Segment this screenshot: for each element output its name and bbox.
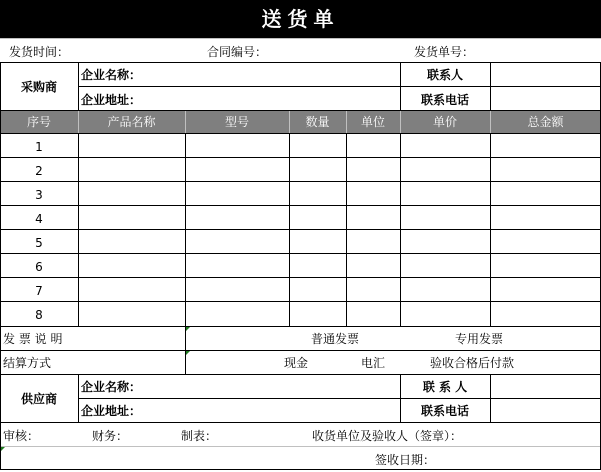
divider <box>400 62 401 110</box>
buyer-contact-field[interactable] <box>490 62 601 86</box>
divider <box>78 374 79 422</box>
settlement-option-cash[interactable]: 现金 <box>284 356 309 370</box>
col-header-model: 型号 <box>224 115 249 129</box>
divider <box>0 422 601 423</box>
contract-number-label: 合同编号： <box>207 45 268 59</box>
col-header-price: 单价 <box>432 115 457 129</box>
col-header-quantity: 数量 <box>305 115 330 129</box>
supplier-label: 供应商 <box>20 392 57 406</box>
divider <box>0 469 601 470</box>
sign-date-label: 签收日期： <box>375 453 436 467</box>
divider <box>400 133 401 326</box>
divider <box>78 398 601 399</box>
divider <box>490 133 491 326</box>
buyer-phone-label: 联系电话 <box>420 93 469 107</box>
divider <box>78 62 79 110</box>
finance-label: 财务： <box>92 429 129 443</box>
divider <box>0 181 601 182</box>
divider <box>490 374 491 422</box>
divider <box>490 111 491 133</box>
divider <box>0 229 601 230</box>
table-row-index: 8 <box>35 308 43 322</box>
divider <box>0 62 1 470</box>
settlement-label: 结算方式 <box>3 356 52 370</box>
divider <box>0 133 601 134</box>
divider <box>0 157 601 158</box>
supplier-company-label: 企业名称： <box>81 380 142 394</box>
table-row-index: 5 <box>35 236 43 250</box>
divider <box>289 133 290 326</box>
col-header-total: 总金额 <box>527 115 564 129</box>
table-row-index: 7 <box>35 284 43 298</box>
divider <box>289 111 290 133</box>
buyer-phone-field[interactable] <box>490 87 601 111</box>
supplier-phone-field[interactable] <box>490 398 601 422</box>
invoice-label: 发 票 说 明 <box>3 332 63 346</box>
divider <box>0 38 601 39</box>
supplier-contact-label: 联 系 人 <box>422 380 468 394</box>
divider <box>0 110 601 111</box>
ship-date-label: 发货时间： <box>9 45 70 59</box>
ship-number-label: 发货单号： <box>414 45 475 59</box>
divider <box>0 374 601 375</box>
col-header-product: 产品名称 <box>107 115 156 129</box>
supplier-contact-field[interactable] <box>490 374 601 398</box>
divider <box>346 111 347 133</box>
divider <box>185 133 186 326</box>
divider <box>0 277 601 278</box>
divider <box>78 133 79 326</box>
table-row-index: 4 <box>35 212 43 226</box>
divider <box>185 111 186 133</box>
divider <box>78 86 601 87</box>
document-title: 送货单 <box>0 0 601 38</box>
divider <box>400 111 401 133</box>
divider <box>0 205 601 206</box>
divider <box>0 301 601 302</box>
settlement-option-after-acceptance[interactable]: 验收合格后付款 <box>430 356 515 370</box>
invoice-option-special[interactable]: 专用发票 <box>455 332 504 346</box>
divider <box>185 326 186 374</box>
buyer-address-label: 企业地址： <box>81 93 142 107</box>
table-row-index: 6 <box>35 260 43 274</box>
audit-label: 审核： <box>3 429 40 443</box>
buyer-label: 采购商 <box>20 80 57 94</box>
buyer-company-label: 企业名称： <box>81 68 142 82</box>
maker-label: 制表： <box>181 429 218 443</box>
settlement-option-wire[interactable]: 电汇 <box>361 356 386 370</box>
table-row-index: 2 <box>35 164 43 178</box>
buyer-contact-label: 联系人 <box>426 68 463 82</box>
divider <box>400 374 401 422</box>
supplier-phone-label: 联系电话 <box>420 404 469 418</box>
divider <box>490 62 491 110</box>
supplier-address-label: 企业地址： <box>81 404 142 418</box>
divider <box>78 111 79 133</box>
divider <box>0 350 601 351</box>
divider <box>0 253 601 254</box>
table-row-index: 3 <box>35 188 43 202</box>
divider <box>0 62 601 63</box>
invoice-option-normal[interactable]: 普通发票 <box>311 332 360 346</box>
col-header-index: 序号 <box>26 115 51 129</box>
receiver-signature-label: 收货单位及验收人（签章）： <box>312 429 463 443</box>
divider <box>0 446 601 447</box>
table-row-index: 1 <box>35 140 43 154</box>
divider <box>0 326 601 327</box>
col-header-unit: 单位 <box>360 115 385 129</box>
divider <box>346 133 347 326</box>
